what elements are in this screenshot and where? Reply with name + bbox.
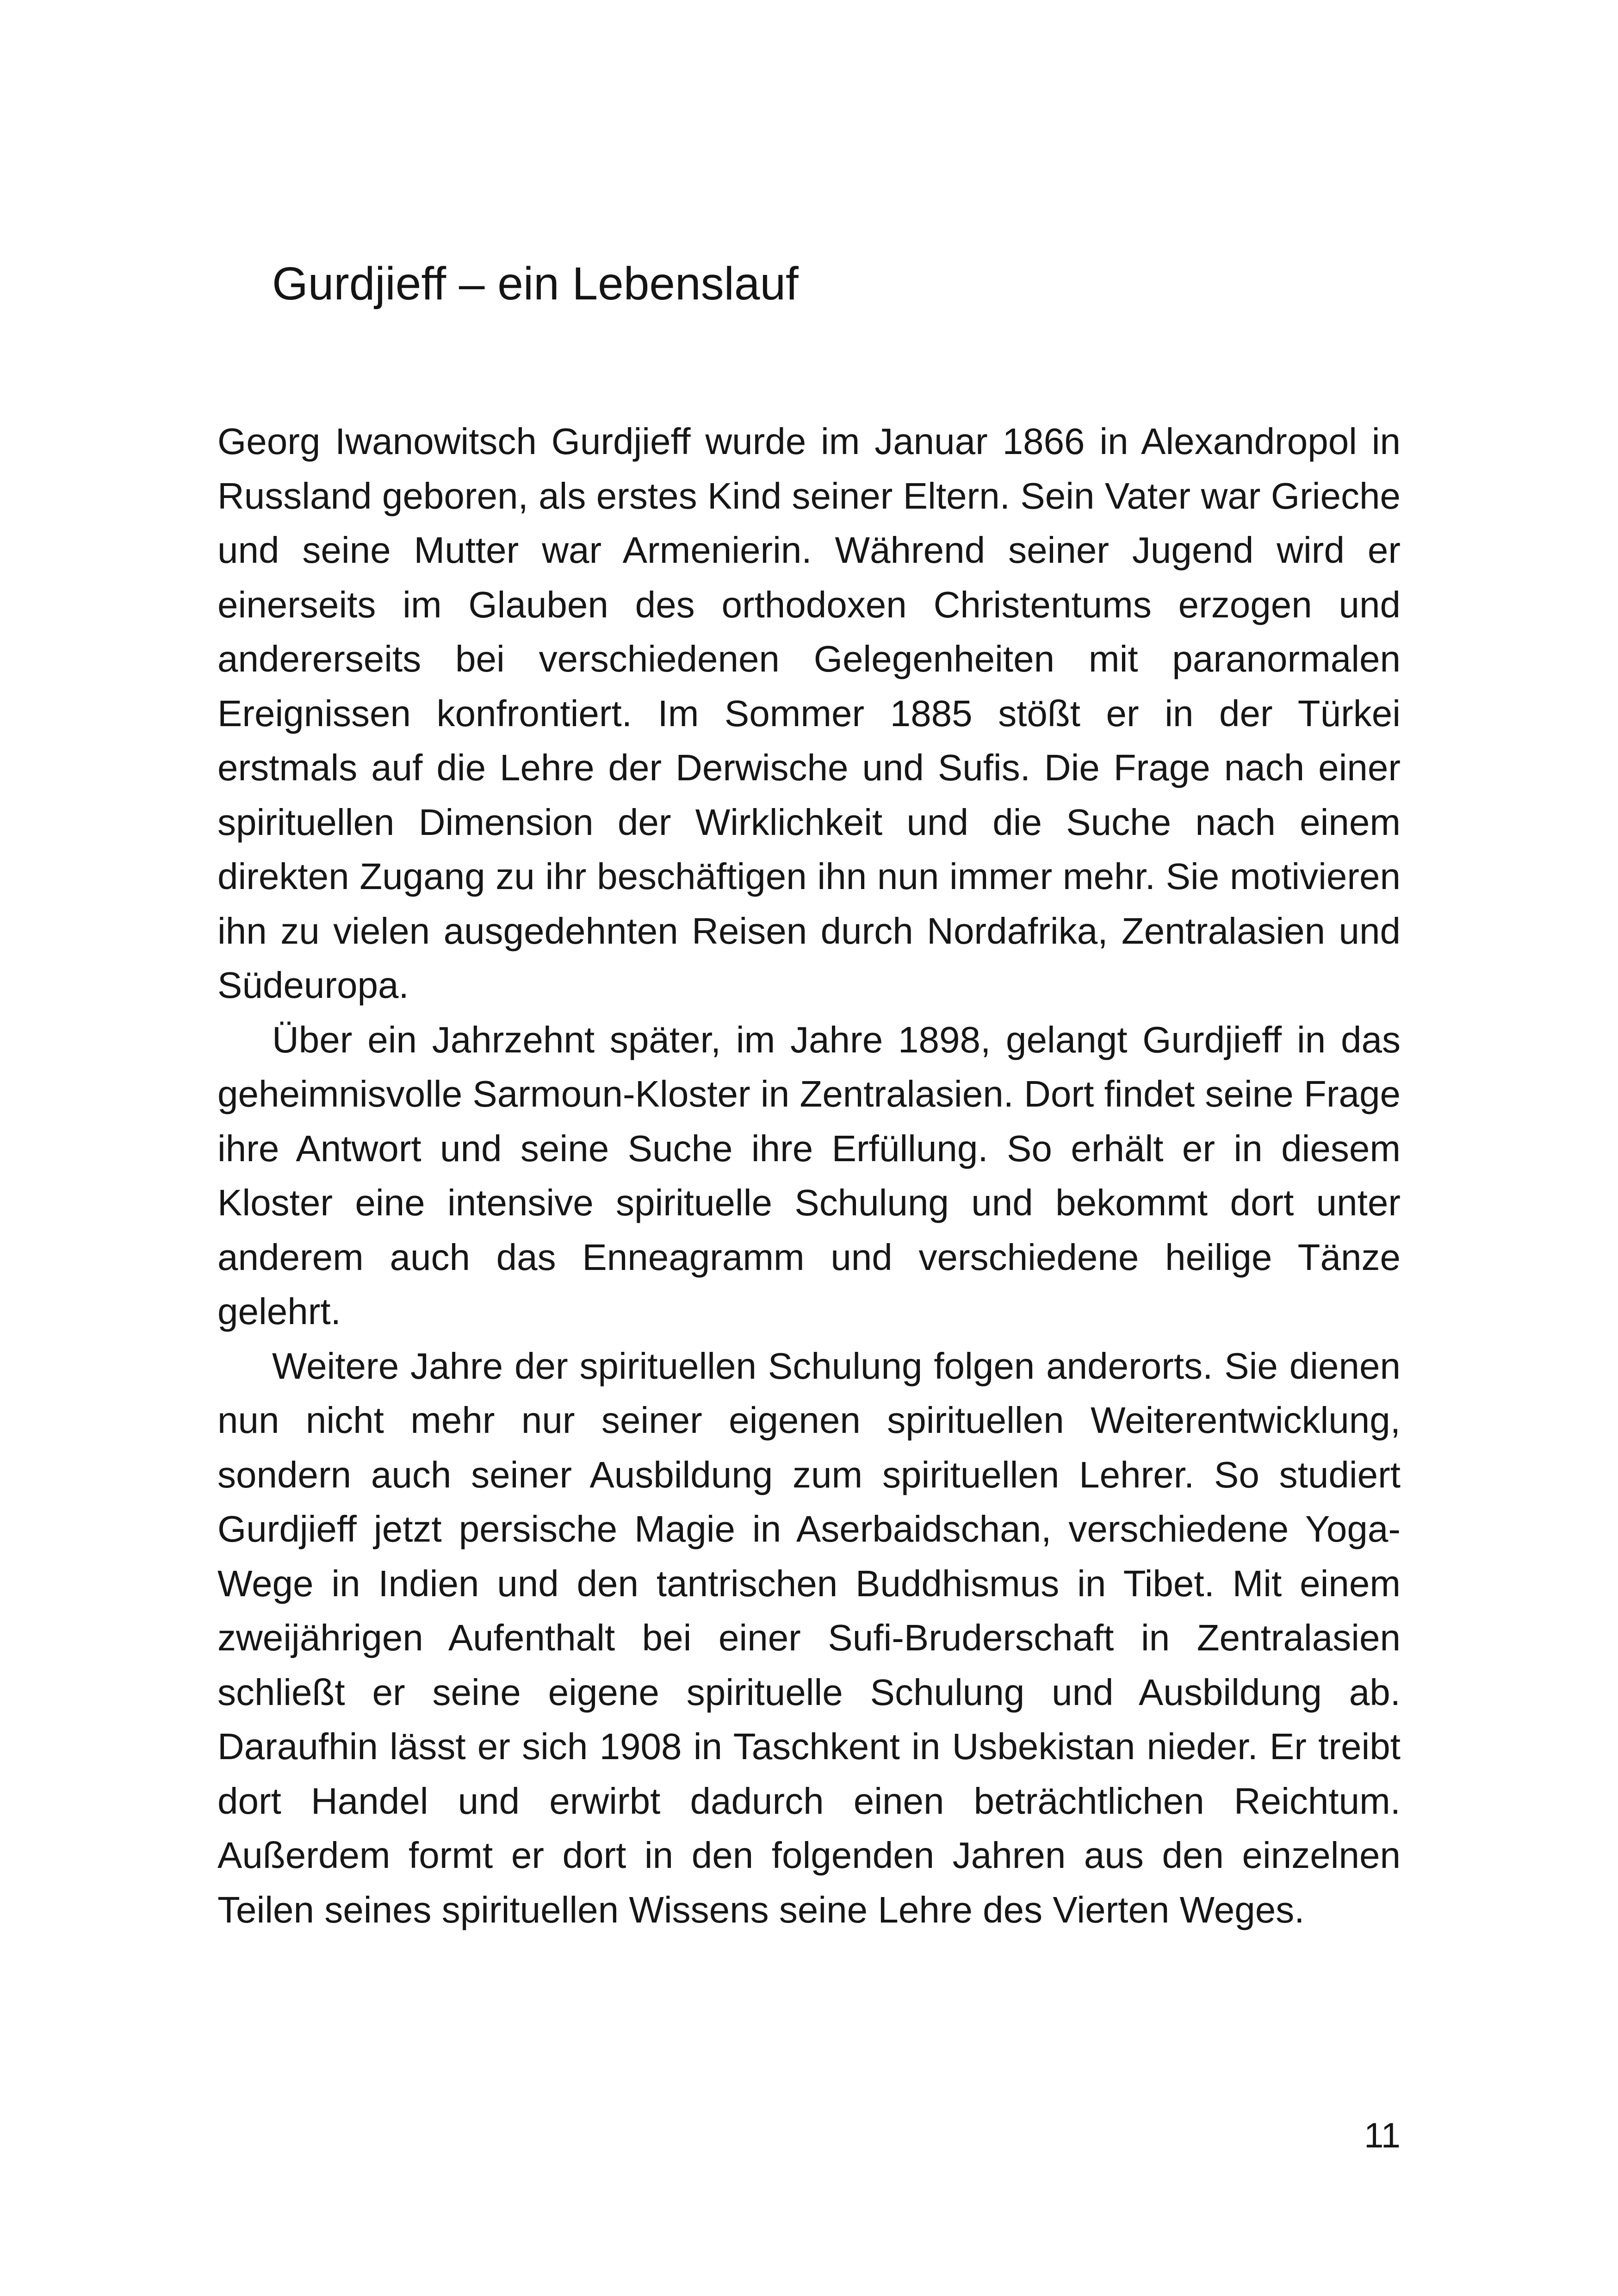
chapter-title: Gurdjieff – ein Lebenslauf: [272, 258, 799, 310]
paragraph-2: Über ein Jahrzehnt später, im Jahre 1898, gelangt Gurdjieff in das geheimnisvolle Sarmoun-Kloster in Zentralasien. Dort findet seine Frage ihre Antwort und seine Suche ihre Erfüllung. So erhält er in diesem Kloster eine intensive spirituelle Schulung und bekommt dort unter anderem auch das Enneagramm und verschiedene heilige Tänze gelehrt.: [217, 1019, 1401, 1332]
page-number: 11: [1364, 2116, 1401, 2155]
paragraph-3: Weitere Jahre der spirituellen Schulung folgen anderorts. Sie dienen nun nicht mehr nur seiner eigenen spirituellen Weiterentwicklung, sondern auch seiner Ausbildung zum spirituellen Lehrer. So studiert Gurdjieff jetzt persische Magie in Aserbaidschan, verschiedene Yoga-Wege in Indien und den tantrischen Buddhismus in Tibet. Mit einem zweijährigen Aufenthalt bei einer Sufi-Bruderschaft in Zentralasien schließt er seine eigene spirituelle Schulung und Ausbildung ab. Daraufhin lässt er sich 1908 in Taschkent in Usbekistan nieder. Er treibt dort Handel und erwirbt dadurch einen beträchtlichen Reichtum. Außerdem formt er dort in den folgenden Jahren aus den einzelnen Teilen seines spirituellen Wissens seine Lehre des Vierten Weges.: [217, 1345, 1401, 1930]
paragraph-1: Georg Iwanowitsch Gurdjieff wurde im Januar 1866 in Alexandropol in Russland geboren, als erstes Kind seiner Eltern. Sein Vater war Grieche und seine Mutter war Armenierin. Während seiner Jugend wird er einerseits im Glauben des orthodoxen Christentums erzogen und andererseits bei verschiedenen Gelegenheiten mit paranormalen Ereignissen konfrontiert. Im Sommer 1885 stößt er in der Türkei erstmals auf die Lehre der Derwische und Sufis. Die Frage nach einer spirituellen Dimension der Wirklichkeit und die Suche nach einem direkten Zugang zu ihr beschäftigen ihn nun immer mehr. Sie motivieren ihn zu vielen ausgedehnten Reisen durch Nordafrika, Zentralasien und Südeuropa.: [217, 421, 1401, 1006]
body-text: [217, 414, 1401, 1937]
